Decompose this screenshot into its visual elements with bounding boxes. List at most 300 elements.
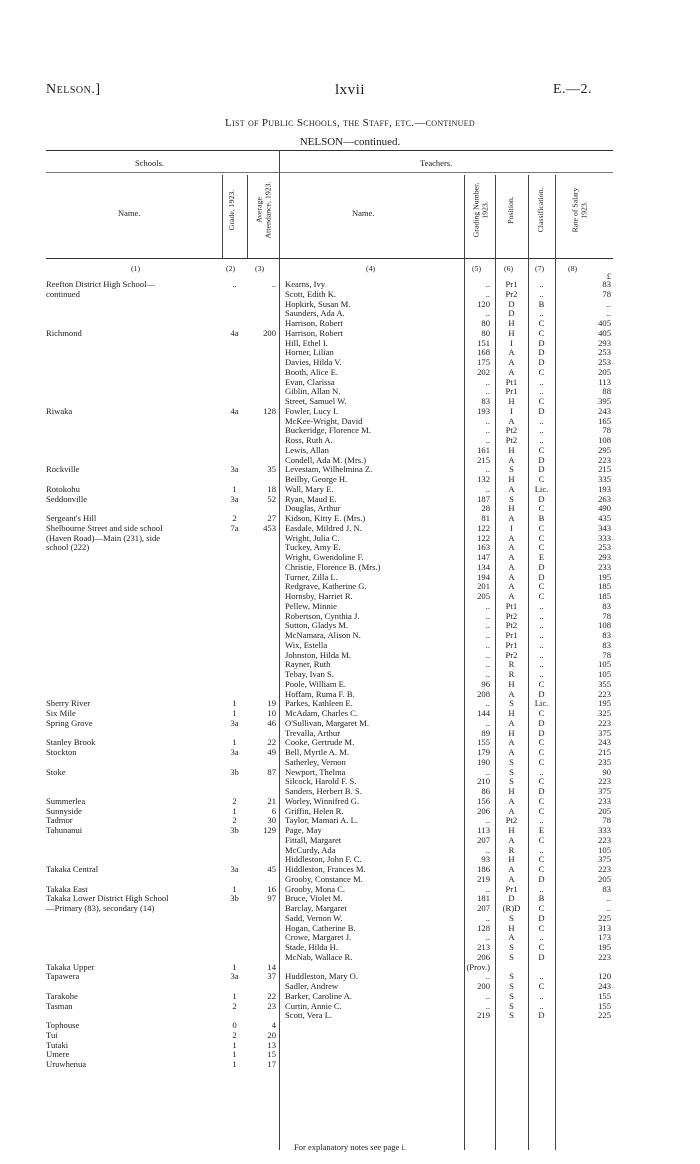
grade-cell xyxy=(224,660,245,670)
teacher-name-cell: Horner, Lilian xyxy=(285,348,334,358)
grade-cell xyxy=(224,358,245,368)
grade-cell: 2 xyxy=(232,816,237,826)
salary-cell: 215 xyxy=(598,748,611,757)
attendance-cell: 35 xyxy=(267,465,276,475)
attendance-cell: 22 xyxy=(267,738,276,748)
grade-cell xyxy=(224,1011,245,1021)
grading-cell: 161 xyxy=(477,445,490,455)
position-cell: H xyxy=(508,728,515,738)
position-cell: H xyxy=(508,923,515,933)
school-name-cell xyxy=(46,602,220,612)
classification-cell: .. xyxy=(539,387,544,397)
attendance-cell xyxy=(249,787,276,797)
school-name-cell xyxy=(46,641,220,651)
classification-cell: E xyxy=(538,826,545,835)
attendance-cell xyxy=(249,573,276,583)
school-name-cell xyxy=(46,426,220,436)
classification-cell: D xyxy=(538,1011,545,1021)
attendance-cell xyxy=(249,670,276,680)
grading-cell: .. xyxy=(485,972,490,982)
position-cell: A xyxy=(508,484,515,494)
school-name-cell xyxy=(46,563,220,573)
classification-cell xyxy=(530,963,553,973)
school-name-cell xyxy=(46,651,220,661)
running-header-left: Nelson.] xyxy=(46,82,101,97)
classification-cell: .. xyxy=(539,426,544,436)
position-cell: Pt2 xyxy=(505,816,518,826)
grading-cell: .. xyxy=(485,387,490,397)
attendance-cell xyxy=(249,953,276,963)
grade-cell: 1 xyxy=(232,884,237,894)
salary-cell: 105 xyxy=(598,670,611,679)
salary-cell: 343 xyxy=(598,523,611,533)
grading-cell: .. xyxy=(485,484,490,494)
school-name-cell xyxy=(46,397,220,407)
position-cell: A xyxy=(508,455,515,465)
attendance-cell xyxy=(249,339,276,349)
salary-cell: 90 xyxy=(602,767,611,777)
position-cell xyxy=(497,963,526,973)
salary-cell: 325 xyxy=(598,709,611,718)
attendance-cell xyxy=(249,777,276,787)
table-title: List of Public Schools, the Staff, etc.—continued xyxy=(225,117,475,129)
classification-cell: D xyxy=(538,952,545,962)
schools-group-heading: Schools. xyxy=(135,158,165,168)
position-cell: A xyxy=(508,933,515,943)
position-cell: H xyxy=(508,445,515,455)
attendance-cell xyxy=(249,836,276,846)
teacher-name-cell: Harrison, Robert xyxy=(285,328,343,338)
grade-cell: 1 xyxy=(232,991,237,1001)
teacher-name-cell: Worley, Winnifred G. xyxy=(285,796,360,806)
school-name-cell: Takaka Upper xyxy=(46,962,95,972)
teacher-name-cell: Street, Samuel W. xyxy=(285,397,347,406)
salary-cell: 375 xyxy=(598,787,611,796)
grading-cell: .. xyxy=(485,933,490,943)
position-cell: Pr1 xyxy=(505,387,518,397)
attendance-column xyxy=(249,280,276,1070)
grading-cell: .. xyxy=(485,280,490,289)
position-cell: Pt2 xyxy=(505,426,518,436)
salary-cell: 223 xyxy=(598,455,611,465)
salary-cell: 333 xyxy=(598,826,611,835)
salary-cell: 233 xyxy=(598,796,611,806)
school-name-cell: Umere xyxy=(46,1050,70,1060)
attendance-cell xyxy=(249,534,276,544)
grading-cell: .. xyxy=(485,611,490,621)
school-name-cell: Tui xyxy=(46,1030,58,1040)
teacher-name-cell: Rayner, Ruth xyxy=(285,660,331,670)
school-name-cell xyxy=(46,953,220,963)
teacher-name-cell: Scott, Vera L. xyxy=(285,1011,333,1021)
position-cell: A xyxy=(508,533,515,543)
school-name-cell xyxy=(46,475,220,485)
teacher-name-cell: Condell, Ada M. (Mrs.) xyxy=(285,455,367,465)
position-cell: A xyxy=(508,748,515,757)
teacher-name-cell: Beilby, George H. xyxy=(285,475,348,484)
position-cell: S xyxy=(509,494,514,504)
grade-cell: 2 xyxy=(232,1030,237,1040)
grading-cell: 122 xyxy=(477,533,490,543)
column-number: (6) xyxy=(504,264,514,273)
classification-cell: D xyxy=(538,728,545,738)
salary-cell: 83 xyxy=(602,601,611,611)
position-cell: Pr2 xyxy=(505,650,518,660)
salary-cell: 83 xyxy=(602,640,611,650)
salary-cell: 225 xyxy=(598,1011,611,1021)
position-cell: S xyxy=(509,972,514,982)
position-cell: A xyxy=(508,592,515,601)
grading-cell: 181 xyxy=(477,894,490,904)
grade-cell xyxy=(224,348,245,358)
attendance-cell: 49 xyxy=(267,748,276,757)
grading-cell: 193 xyxy=(477,406,490,416)
teacher-name-cell: Fittall, Margaret xyxy=(285,835,342,845)
classification-cell: D xyxy=(538,358,545,367)
footer-note: For explanatory notes see page i. xyxy=(294,1142,406,1152)
salary-cell: 185 xyxy=(598,582,611,592)
salary-cell: 243 xyxy=(598,738,611,748)
grade-cell xyxy=(224,690,245,700)
grade-cell xyxy=(224,290,245,300)
salary-cell: 83 xyxy=(602,631,611,640)
school-name-cell: Rockville xyxy=(46,465,80,475)
classification-cell: .. xyxy=(539,436,544,445)
grading-cell: .. xyxy=(485,913,490,923)
position-cell: D xyxy=(508,894,515,904)
teacher-name-cell xyxy=(285,963,462,973)
teacher-name-cell: Ryan, Maud E. xyxy=(285,494,337,504)
school-name-cell xyxy=(46,729,220,739)
school-name-cell: Stockton xyxy=(46,748,77,757)
grading-cell: 122 xyxy=(477,523,490,533)
attendance-cell: 52 xyxy=(267,494,276,504)
school-name-cell xyxy=(46,680,220,690)
attendance-cell: 18 xyxy=(267,484,276,494)
attendance-cell xyxy=(249,631,276,641)
classification-cell: D xyxy=(538,572,545,582)
teacher-name-cell: Sadler, Andrew xyxy=(285,982,339,991)
grading-cell: 80 xyxy=(481,319,490,328)
position-cell: I xyxy=(510,406,513,416)
grade-cell xyxy=(224,417,245,427)
school-name-cell xyxy=(46,592,220,602)
attendance-cell xyxy=(249,680,276,690)
salary-cell: 173 xyxy=(598,933,611,943)
teacher-name-cell: Fowler, Lucy I. xyxy=(285,406,339,416)
grade-cell: 3a xyxy=(230,865,239,874)
grade-cell: 3b xyxy=(230,826,239,835)
school-name-cell: Tophouse xyxy=(46,1021,80,1030)
grading-cell: 144 xyxy=(477,709,490,718)
school-name-cell xyxy=(46,621,220,631)
grading-cell: .. xyxy=(485,991,490,1001)
attendance-cell xyxy=(249,358,276,368)
grade-cell: 1 xyxy=(232,1040,237,1050)
attendance-cell xyxy=(249,641,276,651)
attendance-cell xyxy=(249,290,276,300)
classification-cell: .. xyxy=(539,631,544,640)
teacher-name-cell: Barker, Caroline A. xyxy=(285,991,352,1001)
teacher-name-cell: Bell, Myrtle A. M. xyxy=(285,748,349,757)
classification-cell: C xyxy=(538,328,545,338)
school-name-cell xyxy=(46,319,220,329)
teacher-name-cell: Griffin, Helen R. xyxy=(285,806,344,816)
attendance-cell xyxy=(249,456,276,466)
grade-cell xyxy=(224,914,245,924)
teacher-name-cell: Robertson, Cynthia J. xyxy=(285,611,360,621)
teacher-name-cell: Hiddleston, Frances M. xyxy=(285,865,366,874)
salary-cell: 185 xyxy=(598,592,611,601)
attendance-cell: 30 xyxy=(267,816,276,826)
grade-cell xyxy=(224,387,245,397)
grading-cell: .. xyxy=(485,465,490,475)
teacher-name-cell: Kidson, Kitty E. (Mrs.) xyxy=(285,514,366,523)
grade-cell xyxy=(224,612,245,622)
teachers-group-heading: Teachers. xyxy=(420,158,453,168)
classification-cell: B xyxy=(538,894,545,904)
classification-cell: C xyxy=(538,777,545,787)
attendance-cell xyxy=(249,378,276,388)
position-cell: S xyxy=(509,465,514,475)
classification-cell: C xyxy=(538,679,545,689)
grade-cell xyxy=(224,368,245,378)
grading-cell: 219 xyxy=(477,874,490,884)
position-cell: I xyxy=(510,338,513,348)
salary-cell: 243 xyxy=(598,982,611,991)
school-name-cell xyxy=(46,368,220,378)
position-cell: S xyxy=(509,777,514,787)
salary-cell: 215 xyxy=(598,465,611,475)
school-name-heading: Name. xyxy=(118,208,141,218)
teacher-name-cell: Silcock, Harold F. S. xyxy=(285,777,357,787)
column-number: (4) xyxy=(366,264,376,273)
salary-cell: 83 xyxy=(602,280,611,289)
attendance-cell xyxy=(249,982,276,992)
grading-cell: 120 xyxy=(477,299,490,309)
position-cell: A xyxy=(508,865,515,874)
position-cell: Pr2 xyxy=(505,289,518,299)
grade-cell: 3a xyxy=(230,748,239,757)
grading-cell: 210 xyxy=(477,777,490,787)
school-name-cell xyxy=(46,914,220,924)
grade-cell xyxy=(224,319,245,329)
attendance-cell xyxy=(249,855,276,865)
position-cell: A xyxy=(508,416,515,426)
classification-cell: C xyxy=(538,982,545,991)
salary-cell: 83 xyxy=(602,884,611,894)
grading-cell: 219 xyxy=(477,1011,490,1021)
teacher-name-cell: Wall, Mary E. xyxy=(285,484,334,494)
grading-cell: .. xyxy=(485,1001,490,1011)
school-name-cell: Uruwhenua xyxy=(46,1060,87,1069)
school-name-cell xyxy=(46,631,220,641)
classification-cell: D xyxy=(538,718,545,728)
grading-cell: 89 xyxy=(481,728,490,738)
salary-cell: 195 xyxy=(598,572,611,582)
position-cell: S xyxy=(509,699,514,709)
position-cell: S xyxy=(509,943,514,952)
school-name-cell xyxy=(46,417,220,427)
school-name-cell xyxy=(46,787,220,797)
grading-cell: 175 xyxy=(477,358,490,367)
classification-cell: C xyxy=(538,943,545,952)
grade-cell xyxy=(224,573,245,583)
teacher-name-cell: Kearns, Ivy xyxy=(285,280,326,289)
grading-cell: 163 xyxy=(477,543,490,553)
grade-cell xyxy=(224,680,245,690)
school-name-cell: Tutaki xyxy=(46,1040,69,1050)
position-cell: A xyxy=(508,572,515,582)
classification-cell: D xyxy=(538,494,545,504)
school-name-cell xyxy=(46,573,220,583)
grade-cell xyxy=(224,846,245,856)
classification-cell: C xyxy=(538,904,545,913)
salary-cell: .. xyxy=(606,894,611,904)
position-column xyxy=(497,280,526,1021)
school-name-cell xyxy=(46,553,220,563)
teacher-name-cell: Grooby, Constance M. xyxy=(285,874,363,884)
salary-cell: .. xyxy=(606,904,611,913)
school-name-cell xyxy=(46,670,220,680)
header-rule-top xyxy=(46,150,613,151)
attendance-cell xyxy=(249,543,276,553)
grade-cell: 0 xyxy=(232,1021,237,1030)
teacher-name-cell: Wix, Estella xyxy=(285,640,328,650)
grade-cell: 4a xyxy=(230,406,239,416)
grade-cell: 3b xyxy=(230,767,239,777)
grading-cell: 80 xyxy=(481,328,490,338)
salary-cell: 105 xyxy=(598,845,611,855)
grading-cell: 156 xyxy=(477,796,490,806)
grading-cell: 151 xyxy=(477,338,490,348)
salary-column xyxy=(557,280,611,1021)
teacher-name-cell: Douglas, Arthur xyxy=(285,504,341,514)
grade-cell: 3a xyxy=(230,972,239,982)
position-cell: Pt1 xyxy=(505,601,518,611)
salary-cell: 253 xyxy=(598,358,611,367)
grading-cell: .. xyxy=(485,699,490,709)
grade-cell xyxy=(224,631,245,641)
grading-cell: 113 xyxy=(477,826,490,835)
salary-cell: 105 xyxy=(598,660,611,670)
attendance-cell xyxy=(249,426,276,436)
teacher-name-heading: Name. xyxy=(352,208,375,218)
school-name-cell xyxy=(46,777,220,787)
teacher-name-cell: Sanders, Herbert B. S. xyxy=(285,787,362,796)
grading-cell: 147 xyxy=(477,553,490,562)
classification-cell: C xyxy=(538,923,545,933)
grade-cell: 1 xyxy=(232,709,237,718)
classification-column xyxy=(530,280,553,1021)
grade-cell: 3a xyxy=(230,718,239,728)
position-cell: A xyxy=(508,874,515,884)
salary-cell: 193 xyxy=(598,484,611,494)
attendance-cell: 21 xyxy=(267,796,276,806)
grading-column xyxy=(466,280,490,1021)
salary-cell: 223 xyxy=(598,865,611,874)
grade-column xyxy=(224,280,245,1070)
position-cell: H xyxy=(508,504,515,514)
classification-cell: D xyxy=(538,562,545,572)
grade-cell xyxy=(224,446,245,456)
teacher-name-cell: Sadd, Vernon W. xyxy=(285,913,343,923)
grading-cell: .. xyxy=(485,289,490,299)
grade-cell: 1 xyxy=(232,806,237,816)
classification-cell: D xyxy=(538,874,545,884)
attendance-cell xyxy=(249,319,276,329)
grade-cell: 1 xyxy=(232,1050,237,1060)
attendance-cell: 87 xyxy=(267,767,276,777)
classification-cell: .. xyxy=(539,650,544,660)
column-divider xyxy=(495,175,496,1150)
attendance-cell xyxy=(249,368,276,378)
salary-cell: 295 xyxy=(598,445,611,455)
running-header-right: E.—2. xyxy=(552,82,592,97)
salary-cell: 155 xyxy=(598,991,611,1001)
position-cell: R xyxy=(508,845,515,855)
classification-cell: D xyxy=(538,689,545,699)
attendance-cell xyxy=(249,475,276,485)
teacher-name-cell: Newport, Thelma xyxy=(285,767,346,777)
teacher-name-cell: Wright, Gwendoline F. xyxy=(285,553,364,562)
classification-cell: .. xyxy=(539,816,544,826)
salary-cell: 355 xyxy=(598,679,611,689)
classification-cell: D xyxy=(538,406,545,416)
grading-cell: 207 xyxy=(477,904,490,913)
grade-cell: 2 xyxy=(232,514,237,523)
teacher-name-cell: Trevalla, Arthur xyxy=(285,728,341,738)
teacher-name-cell: O'Sullivan, Margaret M. xyxy=(285,718,369,728)
grade-cell xyxy=(224,300,245,310)
grading-cell: .. xyxy=(485,650,490,660)
attendance-cell xyxy=(249,729,276,739)
grade-cell: 1 xyxy=(232,484,237,494)
salary-cell: 78 xyxy=(602,289,611,299)
position-cell: Pr1 xyxy=(505,631,518,640)
school-name-cell: Tahunanui xyxy=(46,826,83,835)
school-name-cell xyxy=(46,924,220,934)
grade-cell xyxy=(224,641,245,651)
grading-cell: 194 xyxy=(477,572,490,582)
salary-cell: 88 xyxy=(602,387,611,397)
grading-cell: 206 xyxy=(477,952,490,962)
grade-cell: 1 xyxy=(232,962,237,972)
salary-cell: 195 xyxy=(598,943,611,952)
teacher-name-cell: Barclay, Margaret xyxy=(285,904,347,913)
school-name-column xyxy=(46,280,220,1070)
position-cell: S xyxy=(509,991,514,1001)
salary-cell: 293 xyxy=(598,553,611,562)
grade-cell: 4a xyxy=(230,328,239,338)
teacher-name-cell: Hopkirk, Susan M. xyxy=(285,299,351,309)
grade-cell xyxy=(224,904,245,914)
grading-cell: 93 xyxy=(481,855,490,865)
grading-cell: 213 xyxy=(477,943,490,952)
grade-cell xyxy=(224,982,245,992)
grade-cell xyxy=(224,309,245,319)
attendance-cell: 10 xyxy=(267,709,276,718)
school-name-cell: Reefton District High School— xyxy=(46,280,156,289)
grading-cell: .. xyxy=(485,416,490,426)
table-subtitle: NELSON—continued. xyxy=(299,136,401,148)
position-cell: Pt2 xyxy=(505,436,518,445)
teacher-name-cell: Saunders, Ada A. xyxy=(285,309,345,319)
salary-cell: 120 xyxy=(598,972,611,982)
school-name-cell: Seddonville xyxy=(46,494,88,504)
salary-cell: 205 xyxy=(598,806,611,816)
grade-heading: Grade, 1923. xyxy=(226,189,236,231)
